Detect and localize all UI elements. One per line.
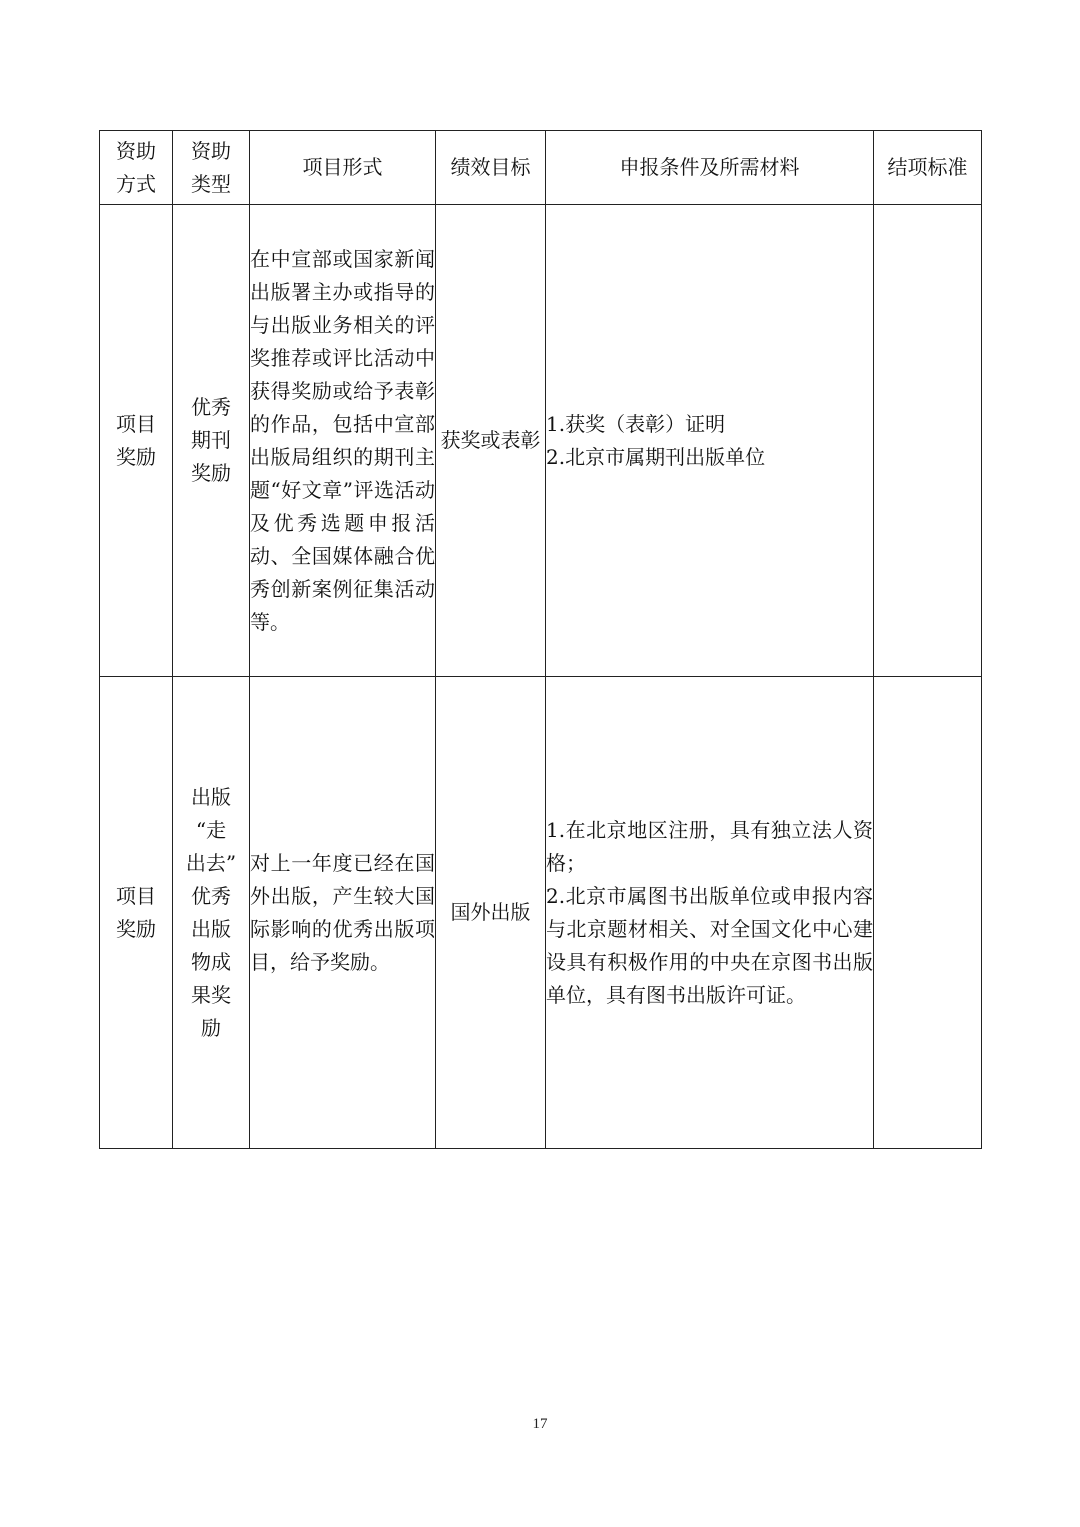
table-row (100, 205, 982, 677)
cell-line: 物成 (191, 949, 231, 974)
cell-completion-standard (874, 677, 982, 1149)
cell-line: 项目 (116, 883, 156, 908)
cell-funding-mode (100, 205, 173, 677)
cell-requirements (546, 205, 874, 677)
requirement-item: 2.北京市属期刊出版单位 (546, 444, 766, 469)
cell-funding-type (173, 677, 250, 1149)
requirement-item: 1.在北京地区注册，具有独立法人资格； (546, 817, 873, 875)
header-line: 方式 (116, 171, 156, 196)
cell-line: 果奖 (191, 982, 231, 1007)
table-header-row (100, 131, 982, 205)
cell-project-form: 对上一年度已经在国外出版，产生较大国际影响的优秀出版项目，给予奖励。 (250, 677, 436, 1149)
header-line: 类型 (191, 171, 231, 196)
page-number: 17 (532, 1416, 548, 1432)
cell-line: 奖励 (116, 444, 156, 469)
cell-requirements (546, 677, 874, 1149)
cell-line: 项目 (116, 411, 156, 436)
requirement-item: 1.获奖（表彰）证明 (546, 411, 726, 436)
header-completion-standard: 结项标准 (874, 131, 982, 205)
cell-completion-standard (874, 205, 982, 677)
cell-line: 励 (201, 1015, 221, 1040)
header-funding-type (173, 131, 250, 205)
header-performance-goal: 绩效目标 (436, 131, 546, 205)
table-row (100, 677, 982, 1149)
cell-line: 出版 (191, 916, 231, 941)
cell-funding-type (173, 205, 250, 677)
funding-table (99, 130, 982, 1149)
cell-performance-goal: 国外出版 (436, 677, 546, 1149)
cell-line: 优秀 (191, 395, 231, 419)
cell-line: 优秀 (191, 883, 231, 908)
header-requirements: 申报条件及所需材料 (546, 131, 874, 205)
header-funding-mode (100, 131, 173, 205)
header-line: 资助 (116, 138, 156, 163)
cell-performance-goal: 获奖或表彰 (436, 205, 546, 677)
cell-line: 期刊 (191, 428, 231, 452)
header-project-form: 项目形式 (250, 131, 436, 205)
cell-line: 出去” (185, 850, 237, 875)
cell-line: “走 (195, 817, 227, 842)
cell-line: 奖励 (191, 461, 231, 485)
cell-project-form: 在中宣部或国家新闻出版署主办或指导的与出版业务相关的评奖推荐或评比活动中获得奖励或给予表彰的作品，包括中宣部出版局组织的期刊主题“好文章”评选活动及优秀选题申报活动、全国媒体融合优秀创新案例征集活动等。 (250, 205, 436, 677)
cell-line: 奖励 (116, 916, 156, 941)
cell-funding-mode (100, 677, 173, 1149)
cell-line: 出版 (191, 784, 231, 809)
header-line: 资助 (191, 138, 231, 163)
requirement-item: 2.北京市属图书出版单位或申报内容与北京题材相关、对全国文化中心建设具有积极作用的中央在京图书出版单位，具有图书出版许可证。 (546, 883, 873, 1007)
